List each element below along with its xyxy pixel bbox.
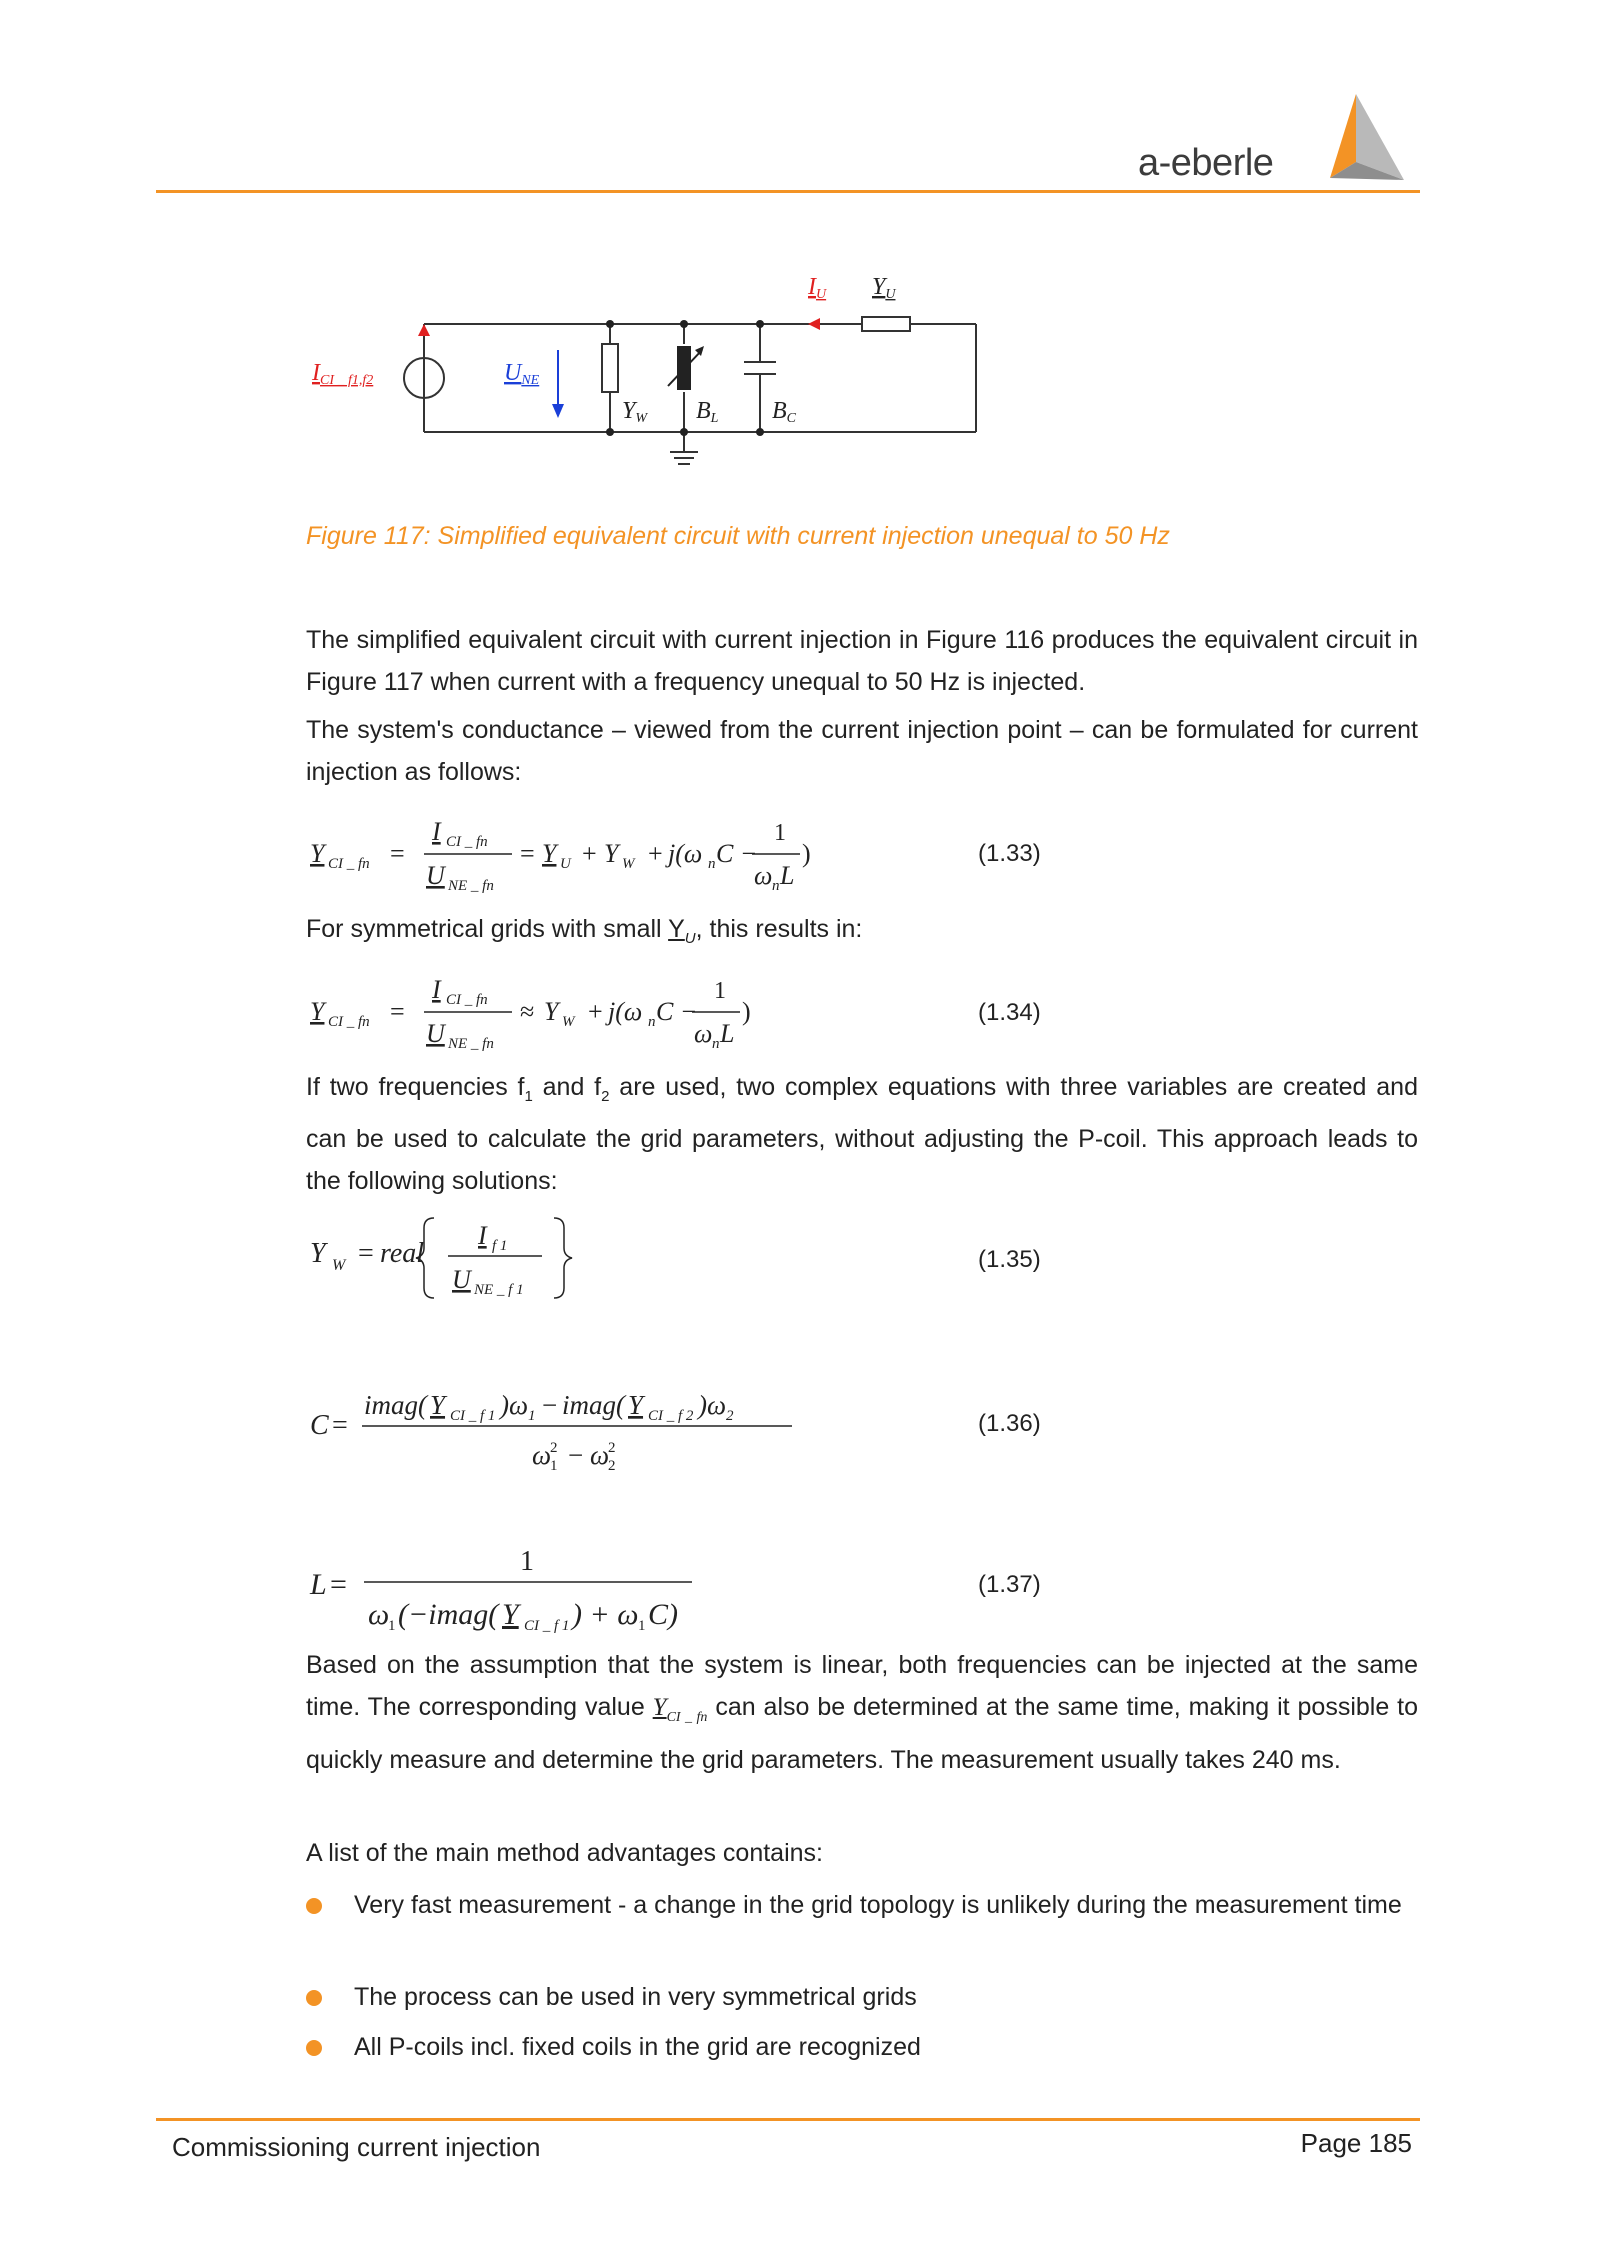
svg-text:C: C <box>310 1410 329 1441</box>
svg-text:BL: BL <box>696 398 719 426</box>
svg-text:) + ω: ) + ω <box>572 1598 639 1631</box>
svg-text:=: = <box>358 1238 374 1269</box>
bullet-dot-icon <box>306 1898 322 1914</box>
svg-text:imag(: imag( <box>562 1390 625 1420</box>
svg-text:−: − <box>568 1440 584 1470</box>
paragraph-2: The system's conductance – viewed from the current injection point – can be formulated for current injection as follows: <box>306 716 1418 786</box>
list-item: Very fast measurement - a change in the grid topology is unlikely during the measurement time <box>354 1891 1402 1919</box>
svg-text:−: − <box>542 1390 558 1420</box>
svg-text:1: 1 <box>520 1546 534 1577</box>
svg-text:W: W <box>332 1257 346 1274</box>
svg-text:2: 2 <box>726 1408 734 1424</box>
svg-text:Y: Y <box>542 839 557 868</box>
svg-text:L: L <box>780 861 795 890</box>
svg-text:=: = <box>390 997 405 1026</box>
svg-text:CI _ f 1: CI _ f 1 <box>524 1618 570 1634</box>
svg-text:U: U <box>426 861 445 890</box>
circuit-diagram <box>300 262 1000 484</box>
paragraph-3: For symmetrical grids with small $Y_U$, this results in: <box>306 915 863 947</box>
resistor-yu-icon <box>862 317 910 331</box>
header-rule <box>156 190 1420 193</box>
svg-text:=: = <box>390 839 405 868</box>
svg-text:ICI _ f1,f2: ICI _ f1,f2 <box>312 360 374 388</box>
svg-text:=: = <box>330 1568 347 1601</box>
svg-text:j(ω: j(ω <box>608 997 643 1026</box>
equation-number-1-35: (1.35) <box>978 1246 1041 1273</box>
svg-text:CI _ fn: CI _ fn <box>446 834 488 850</box>
svg-text:C): C) <box>648 1598 678 1631</box>
svg-text:C −: C − <box>656 997 698 1026</box>
svg-text:U: U <box>560 856 571 872</box>
svg-text:n: n <box>648 1014 656 1030</box>
bullet-dot-icon <box>306 2040 322 2056</box>
list-item: All P-coils incl. fixed coils in the grid are recognized <box>354 2033 921 2061</box>
svg-text:L: L <box>310 1568 327 1601</box>
svg-text:UNE: UNE <box>504 360 540 388</box>
svg-text:ω: ω <box>754 861 773 890</box>
footer-section-title: Commissioning current injection <box>172 2132 541 2162</box>
company-logo-text: a-eberle <box>1138 142 1274 184</box>
svg-text:=: = <box>332 1410 348 1441</box>
voltage-arrow-icon <box>552 404 564 418</box>
equation-number-1-33: (1.33) <box>978 840 1041 867</box>
svg-text:): ) <box>802 839 811 868</box>
equation-number-1-34: (1.34) <box>978 999 1041 1026</box>
svg-text:ω: ω <box>694 1019 713 1048</box>
svg-text:j(ω: j(ω <box>668 839 703 868</box>
svg-text:NE _ fn: NE _ fn <box>448 1036 494 1052</box>
svg-text:C −: C − <box>716 839 758 868</box>
svg-text:1: 1 <box>774 820 786 846</box>
svg-text:I: I <box>432 975 441 1004</box>
equation-1-37 <box>306 1534 726 1640</box>
svg-text:ω: ω <box>368 1598 390 1631</box>
svg-text:): ) <box>742 997 751 1026</box>
paragraph-1: The simplified equivalent circuit with current injection in Figure 116 produces the equivalent circuit in Figure 117 when current with a frequency unequal to 50 Hz is injected. <box>306 626 1418 696</box>
svg-text:1: 1 <box>714 978 726 1004</box>
equation-1-35 <box>306 1206 606 1306</box>
svg-text:CI _ f 2: CI _ f 2 <box>648 1408 694 1424</box>
svg-text:)ω: )ω <box>500 1390 529 1420</box>
company-logo-icon <box>1300 92 1412 184</box>
paragraph-4: If two frequencies $f_1$ and $f_2$ are used, two complex equations with three variables are created and can be used to calculate the grid parameters, without adjusting the P-coil. This approach leads to the following solutions: <box>306 1073 1418 1195</box>
svg-text:2: 2 <box>608 1440 616 1456</box>
bullet-dot-icon <box>306 1990 322 2006</box>
svg-text:n: n <box>708 856 716 872</box>
svg-text:real: real <box>380 1238 425 1269</box>
svg-text:2: 2 <box>608 1458 616 1474</box>
svg-text:U: U <box>426 1019 445 1048</box>
figure-caption: Figure 117: Simplified equivalent circuit with current injection unequal to 50 Hz <box>306 522 1170 550</box>
svg-text:+: + <box>582 839 597 868</box>
svg-text:)ω: )ω <box>698 1390 727 1420</box>
svg-text:L: L <box>720 1019 735 1048</box>
equation-1-33 <box>306 816 866 906</box>
paragraph-6: A list of the main method advantages contains: <box>306 1839 823 1867</box>
svg-text:U: U <box>452 1265 471 1294</box>
svg-text:CI _ fn: CI _ fn <box>328 856 370 872</box>
svg-text:n: n <box>712 1036 720 1052</box>
svg-text:Y: Y <box>628 1390 644 1420</box>
svg-text:+: + <box>588 997 603 1026</box>
svg-text:Y: Y <box>310 839 325 868</box>
svg-text:W: W <box>622 856 635 872</box>
svg-text:I: I <box>478 1221 487 1250</box>
svg-text:Y: Y <box>430 1390 446 1420</box>
equation-number-1-36: (1.36) <box>978 1410 1041 1437</box>
svg-text:IU: IU <box>808 274 827 302</box>
svg-text:Y: Y <box>310 1238 326 1269</box>
svg-text:=: = <box>520 839 535 868</box>
list-item: The process can be used in very symmetrical grids <box>354 1983 917 2011</box>
svg-text:ω: ω <box>590 1440 610 1470</box>
svg-text:Y: Y <box>310 997 325 1026</box>
svg-text:2: 2 <box>550 1440 558 1456</box>
svg-text:CI _ fn: CI _ fn <box>446 992 488 1008</box>
svg-text:NE _ f 1: NE _ f 1 <box>474 1282 524 1298</box>
svg-text:I: I <box>432 817 441 846</box>
svg-text:+: + <box>648 839 663 868</box>
svg-text:n: n <box>772 878 780 894</box>
equation-1-36 <box>306 1380 806 1480</box>
svg-text:YW: YW <box>622 398 648 426</box>
svg-text:f 1: f 1 <box>492 1238 508 1254</box>
svg-text:Y: Y <box>502 1598 519 1631</box>
svg-text:CI _ fn: CI _ fn <box>328 1014 370 1030</box>
svg-text:NE _ fn: NE _ fn <box>448 878 494 894</box>
svg-text:1: 1 <box>388 1618 396 1634</box>
svg-text:ω: ω <box>532 1440 552 1470</box>
svg-text:Y: Y <box>604 839 619 868</box>
equation-number-1-37: (1.37) <box>978 1571 1041 1598</box>
svg-text:(−imag(: (−imag( <box>398 1598 499 1631</box>
iu-arrow-icon <box>808 318 820 330</box>
footer-rule <box>156 2118 1420 2121</box>
svg-text:W: W <box>562 1014 575 1030</box>
svg-text:imag(: imag( <box>364 1390 427 1420</box>
page-number: Page 185 <box>1300 2128 1412 2158</box>
svg-text:1: 1 <box>528 1408 536 1424</box>
svg-text:Y: Y <box>544 997 559 1026</box>
paragraph-5: Based on the assumption that the system is linear, both frequencies can be injected at the same time. The corresponding value $Y_{CI \_ fn}$ can also be determined at the same time, making it possible to quickly measure and determine the grid parameters. The measurement usually takes 240 ms. <box>306 1651 1418 1774</box>
source-arrow-icon <box>418 324 430 336</box>
svg-text:≈: ≈ <box>520 997 535 1026</box>
svg-text:CI _ f 1: CI _ f 1 <box>450 1408 496 1424</box>
svg-text:YU: YU <box>872 274 896 302</box>
svg-text:1: 1 <box>550 1458 558 1474</box>
equation-1-34 <box>306 974 806 1064</box>
svg-text:BC: BC <box>772 398 797 426</box>
svg-text:1: 1 <box>638 1618 646 1634</box>
